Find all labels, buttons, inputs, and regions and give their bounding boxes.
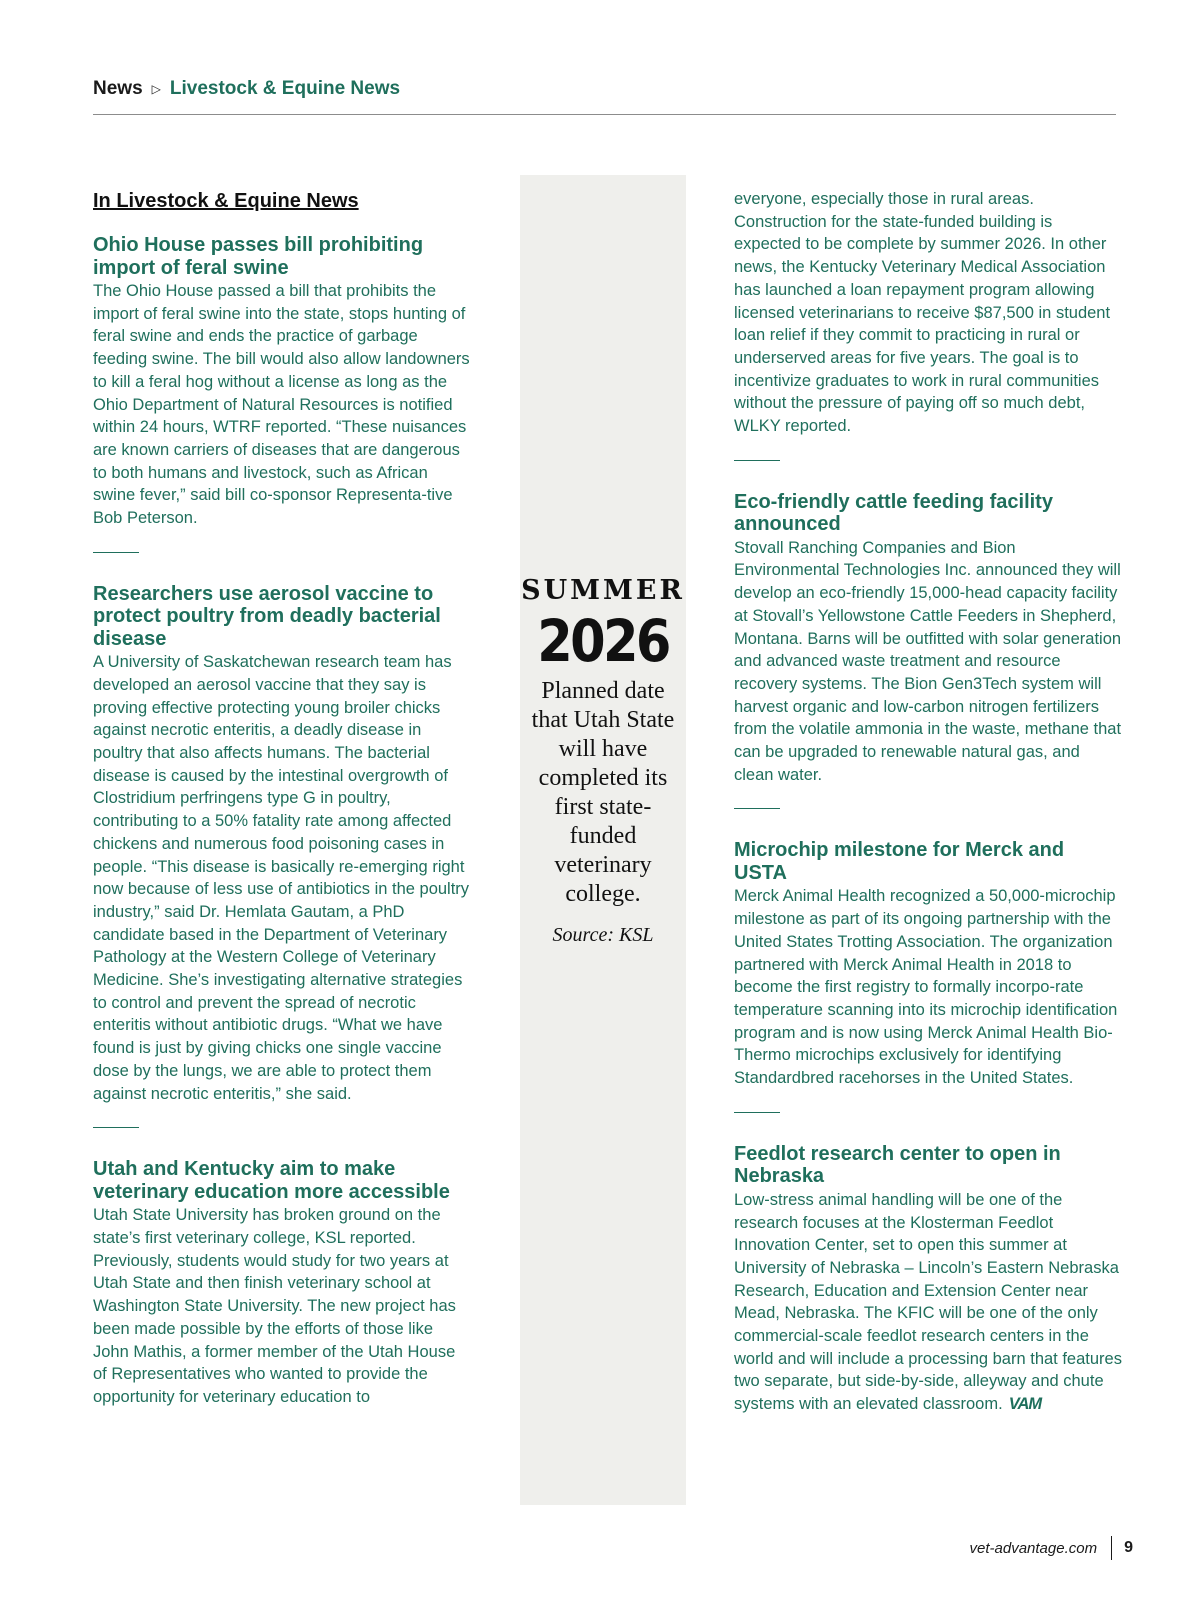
breadcrumb [93,78,400,100]
vam-end-mark-icon: VAM [1008,1395,1042,1414]
sidebar-callout [520,175,686,1505]
article-body: Stovall Ranching Companies and Bion Environmental Technologies Inc. announced they will develop an eco-friendly 15,000-head capacity facility at Stovall’s Yellowstone Cattle Feeders in Shepherd, Montana. Barns will be outfitted with solar generation and advanced waste treatment and resource recovery systems. The Bion Gen3Tech system will harvest organic and low-carbon nitrogen fertilizers from the volatile ammonia in the waste, methane that can be upgraded to renewable natural gas, and clean water. [734,538,1122,784]
article-body: A University of Saskatchewan research team has developed an aerosol vaccine that they say is proving effective protecting young broiler chicks against necrotic enteritis, a deadly disease in poultry that also affects humans. The bacterial disease is caused by the intestinal overgrowth of Clostridium perfringens type G in poultry, contributing to a 50% fatality rate among affected chickens and numerous food poisoning cases in people. “This disease is basically re-emerging right now because of less use of antibiotics in the poultry industry,” said Dr. Hemlata Gautam, a PhD candidate based in the Department of Veterinary Pathology at the Western College of Veterinary Medicine. She’s investigating alternative strategies to control and prevent the spread of necrotic enteritis without antibiotic drugs. “What we have found is just by giving chicks one single vaccine dose by the lungs, we are able to protect them against necrotic enteritis,” she said. [93,653,470,1103]
article-divider [734,1112,780,1113]
section-heading: In Livestock & Equine News [93,190,359,212]
article-continuation: everyone, especially those in rural areas. Construction for the state-funded building is expected to be complete by summer 2026. In other news, the Kentucky Veterinary Medical Association has launched a loan repayment program allowing licensed veterinarians to receive $87,500 in student loan relief if they commit to practicing in rural or underserved areas for five years. The goal is to incentivize graduates to work in rural communities without the pressure of paying off so much debt, WLKY reported. [734,190,1111,436]
left-column [93,188,473,1409]
article-divider [734,460,780,461]
article-aerosol-vaccine [93,583,473,1106]
article-title: Eco-friendly cattle feeding facility announced [734,490,1053,536]
footer-separator [1111,1536,1112,1560]
article-body: Merck Animal Health recognized a 50,000-microchip milestone as part of its ongoing partnership with the United States Trotting Association. The organization partnered with Merck Animal Health in 2018 to become the first registry to formally incorpo-rate temperature scanning into its microchip identification program and is now using Merck Animal Health Bio-Thermo microchips exclusively for identifying Standardbred racehorses in the United States. [734,887,1118,1088]
article-title: Researchers use aerosol vaccine to protect poultry from deadly bacterial disease [93,582,441,650]
page-footer [970,1536,1133,1560]
callout-source: Source: KSL [552,924,654,946]
right-column [734,188,1122,1416]
header-rule [93,114,1116,115]
article-microchip-milestone [734,839,1122,1089]
article-title: Microchip milestone for Merck and USTA [734,839,1065,884]
footer-url: vet-advantage.com [969,1539,1098,1557]
breadcrumb-section: News [93,78,143,99]
article-divider [734,808,780,809]
article-ohio-feral-swine [93,234,473,530]
callout-year: 2026 [537,607,669,675]
article-feedlot-center [734,1143,1122,1416]
article-title: Feedlot research center to open in Nebraska [734,1142,1061,1188]
page-number: 9 [1124,1539,1133,1556]
breadcrumb-separator-icon: ▷ [151,82,161,96]
article-body-text: Low-stress animal handling will be one of the research focuses at the Klosterman Feedlot Innovation Center, set to open this summer at University of Nebraska – Lincoln’s Eastern Nebraska Research, Education and Extension Center near Mead, Nebraska. The KFIC will be one of the only commercial-scale feedlot research centers in the world and will include a processing barn that features two separate, but side-by-side, alleyway and chute systems with an elevated classroom. [734,1190,1122,1414]
callout-caption: Planned date that Utah State will have completed its first state-funded veterinary college. [531,678,675,907]
article-eco-cattle-facility [734,491,1122,787]
article-divider [93,1127,139,1128]
article-body: The Ohio House passed a bill that prohibits the import of feral swine into the state, stops hunting of feral swine and ends the practice of garbage feeding swine. The bill would also allow landowners to kill a feral hog without a license as long as the Ohio Department of Natural Resources is notified within 24 hours, WTRF reported. “These nuisances are known carriers of diseases that are dangerous to both humans and livestock, such as African swine fever,” said bill co-sponsor Representa-tive Bob Peterson. [93,282,470,528]
article-body [734,1189,1122,1416]
article-title: Utah and Kentucky aim to make veterinary education more accessible [93,1158,450,1203]
breadcrumb-subsection: Livestock & Equine News [169,78,401,99]
article-body: Utah State University has broken ground on the state’s first veterinary college, KSL reported. Previously, students would study for two years at Utah State and then finish veterinary school at Washington State University. The new project has been made possible by the efforts of those like John Mathis, a former member of the Utah House of Representatives who wanted to provide the opportunity for veterinary education to [93,1206,456,1406]
article-veterinary-education [93,1158,473,1408]
article-divider [93,552,139,553]
article-title: Ohio House passes bill prohibiting import of feral swine [93,234,424,279]
callout-kicker: SUMMER [521,575,685,606]
